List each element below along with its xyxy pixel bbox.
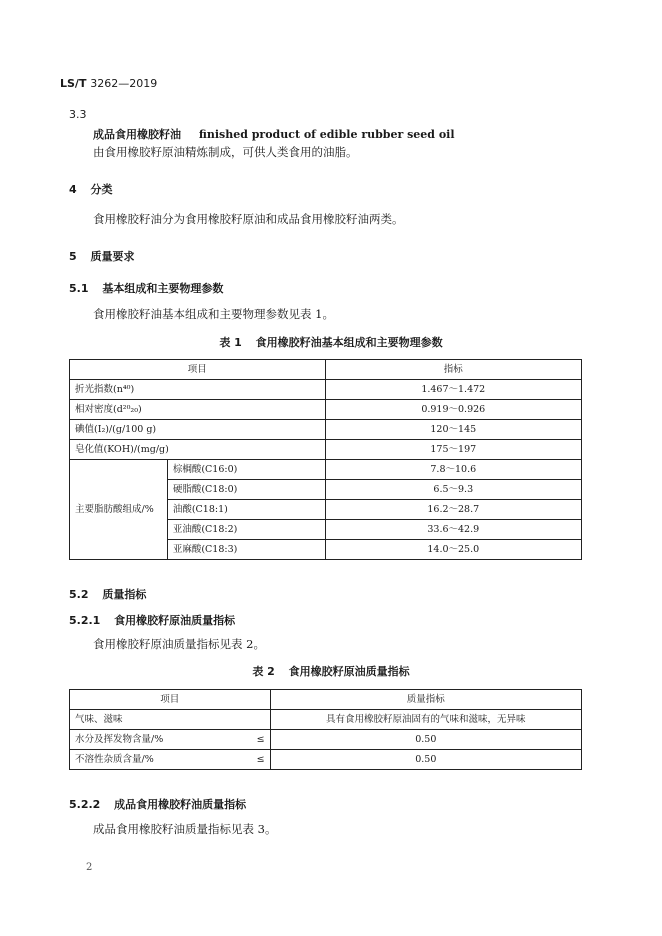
fatty-acid-value: 6.5～9.3 xyxy=(325,480,581,500)
section-number: 4 xyxy=(69,183,77,196)
section-4-text: 食用橡胶籽油分为食用橡胶籽原油和成品食用橡胶籽油两类。 xyxy=(93,212,404,226)
header-cell-value: 指标 xyxy=(325,360,581,380)
term-definition: 由食用橡胶籽原油精炼制成，可供人类食用的油脂。 xyxy=(93,145,358,159)
section-number: 5 xyxy=(69,250,77,263)
section-number: 5.2.2 xyxy=(69,798,101,811)
section-title: 质量要求 xyxy=(90,250,135,263)
header-cell-value: 质量指标 xyxy=(270,690,581,710)
table-row xyxy=(70,710,582,730)
section-5-2-2-text: 成品食用橡胶籽油质量指标见表 3。 xyxy=(93,822,277,836)
section-4-heading xyxy=(69,181,113,197)
section-title: 成品食用橡胶籽油质量指标 xyxy=(114,798,247,811)
section-title: 食用橡胶籽原油质量指标 xyxy=(114,614,236,627)
row-item xyxy=(70,750,271,770)
row-value: 0.50 xyxy=(270,750,581,770)
fatty-acid-name: 亚油酸(C18:2) xyxy=(167,520,325,540)
fatty-acid-value: 33.6～42.9 xyxy=(325,520,581,540)
section-5-2-2-heading xyxy=(69,796,246,812)
section-5-2-1-text: 食用橡胶籽原油质量指标见表 2。 xyxy=(93,637,265,651)
standard-number: 3262—2019 xyxy=(90,77,158,90)
section-number: 5.1 xyxy=(69,282,89,295)
row-value: 175～197 xyxy=(325,440,581,460)
table-row xyxy=(70,750,582,770)
section-number: 5.2.1 xyxy=(69,614,101,627)
table-caption-number: 表 2 xyxy=(252,665,275,678)
term-entry xyxy=(93,126,455,142)
table-1-caption xyxy=(0,334,662,350)
row-item xyxy=(70,710,271,730)
table-row xyxy=(70,380,582,400)
section-title: 质量指标 xyxy=(102,588,147,601)
page-number: 2 xyxy=(86,862,93,873)
row-value: 120～145 xyxy=(325,420,581,440)
term-chinese: 成品食用橡胶籽油 xyxy=(93,128,181,141)
row-value: 0.50 xyxy=(270,730,581,750)
table-row xyxy=(70,440,582,460)
row-item-label: 气味、滋味 xyxy=(75,714,123,725)
section-5-2-1-heading xyxy=(69,612,235,628)
row-item: 皂化值(KOH)/(mg/g) xyxy=(70,440,326,460)
section-title: 分类 xyxy=(90,183,113,196)
header-cell-item: 项目 xyxy=(70,360,326,380)
section-5-1-text: 食用橡胶籽油基本组成和主要物理参数见表 1。 xyxy=(93,307,334,321)
table-2-caption xyxy=(0,663,662,679)
fatty-acid-name: 亚麻酸(C18:3) xyxy=(167,540,325,560)
fatty-acid-group-label: 主要脂肪酸组成/% xyxy=(70,460,168,560)
row-item: 碘值(I₂)/(g/100 g) xyxy=(70,420,326,440)
document-header xyxy=(60,77,157,90)
table-caption-title: 食用橡胶籽原油质量指标 xyxy=(288,665,410,678)
table-row xyxy=(70,460,582,480)
row-value: 具有食用橡胶籽原油固有的气味和滋味，无异味 xyxy=(270,710,581,730)
fatty-acid-name: 硬脂酸(C18:0) xyxy=(167,480,325,500)
row-item: 相对密度(d²⁰₂₀) xyxy=(70,400,326,420)
row-item-label: 水分及挥发物含量/% xyxy=(75,734,164,745)
row-value: 1.467～1.472 xyxy=(325,380,581,400)
table-row xyxy=(70,420,582,440)
fatty-acid-value: 16.2～28.7 xyxy=(325,500,581,520)
table-caption-title: 食用橡胶籽油基本组成和主要物理参数 xyxy=(255,336,443,349)
table-1 xyxy=(69,359,582,560)
row-item: 折光指数(n⁴⁰) xyxy=(70,380,326,400)
fatty-acid-value: 14.0～25.0 xyxy=(325,540,581,560)
section-title: 基本组成和主要物理参数 xyxy=(102,282,224,295)
table-header-row xyxy=(70,690,582,710)
table-caption-number: 表 1 xyxy=(219,336,242,349)
row-item-label: 不溶性杂质含量/% xyxy=(75,754,154,765)
fatty-acid-name: 棕榈酸(C16:0) xyxy=(167,460,325,480)
table-row xyxy=(70,400,582,420)
row-item xyxy=(70,730,271,750)
section-5-heading xyxy=(69,248,135,264)
term-english: finished product of edible rubber seed oil xyxy=(198,128,455,141)
table-header-row xyxy=(70,360,582,380)
less-equal-sign: ≤ xyxy=(256,754,265,765)
section-number: 5.2 xyxy=(69,588,89,601)
fatty-acid-name: 油酸(C18:1) xyxy=(167,500,325,520)
table-2 xyxy=(69,689,582,770)
clause-3-3-number: 3.3 xyxy=(69,108,87,121)
fatty-acid-value: 7.8～10.6 xyxy=(325,460,581,480)
standard-code: LS/T xyxy=(60,77,87,90)
row-value: 0.919～0.926 xyxy=(325,400,581,420)
section-5-1-heading xyxy=(69,280,223,296)
table-row xyxy=(70,730,582,750)
section-5-2-heading xyxy=(69,586,146,602)
header-cell-item: 项目 xyxy=(70,690,271,710)
less-equal-sign: ≤ xyxy=(256,734,265,745)
